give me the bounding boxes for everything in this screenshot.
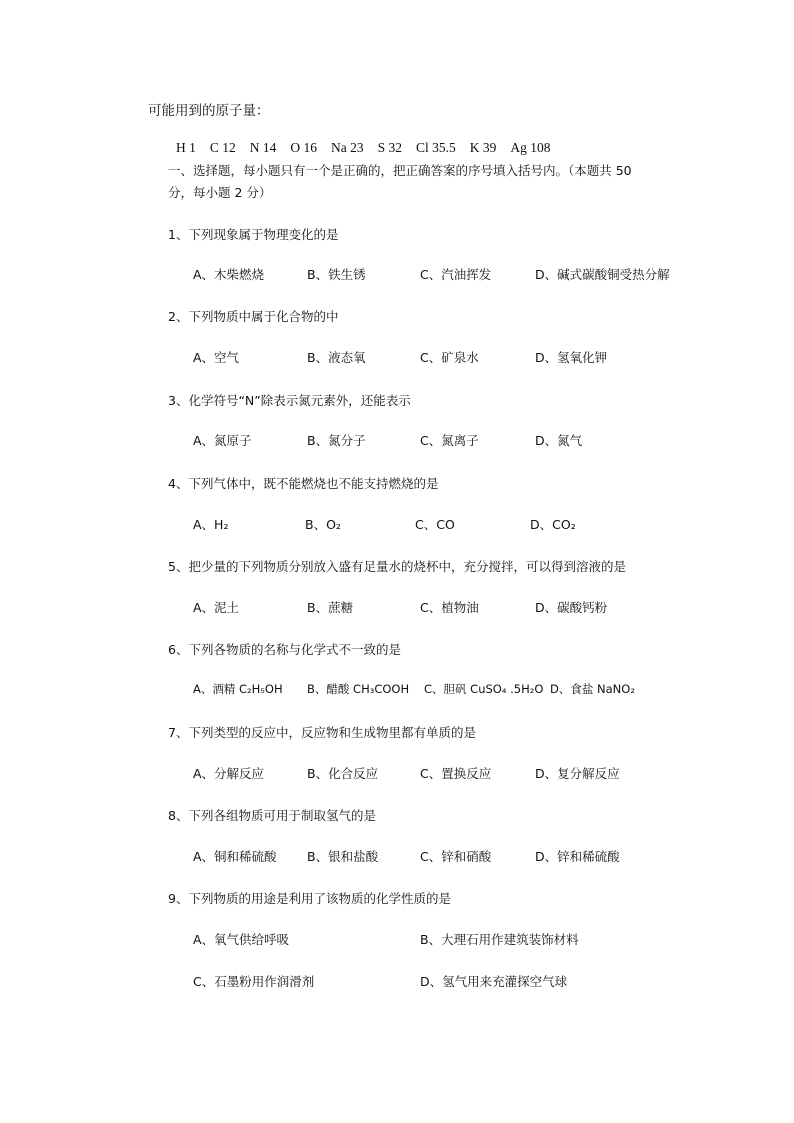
option-c[interactable]: C、植物油	[420, 600, 479, 615]
option-a[interactable]: A、铜和稀硫酸	[193, 849, 277, 864]
atomic-mass-k: K 39	[469, 140, 497, 155]
option-c[interactable]: C、石墨粉用作润滑剂	[193, 974, 315, 989]
option-a[interactable]: A、空气	[193, 350, 240, 365]
option-d[interactable]: D、碱式碳酸铜受热分解	[535, 267, 670, 282]
option-c[interactable]: C、汽油挥发	[420, 267, 492, 282]
option-c[interactable]: C、矿泉水	[420, 350, 479, 365]
option-c[interactable]: C、氮离子	[420, 433, 479, 448]
option-d[interactable]: D、复分解反应	[535, 766, 620, 781]
atomic-mass-n: N 14	[249, 140, 277, 155]
option-b[interactable]: B、铁生锈	[307, 267, 366, 282]
question-2-stem: 2、下列物质中属于化合物的中	[168, 309, 339, 324]
option-a[interactable]: A、分解反应	[193, 766, 265, 781]
option-d[interactable]: D、CO₂	[530, 517, 576, 532]
option-b[interactable]: B、氮分子	[307, 433, 366, 448]
atomic-mass-list	[176, 140, 565, 156]
question-8-stem: 8、下列各组物质可用于制取氢气的是	[168, 808, 376, 823]
question-6-stem: 6、下列各物质的名称与化学式不一致的是	[168, 642, 401, 657]
option-a[interactable]: A、泥土	[193, 600, 240, 615]
option-c[interactable]: C、置换反应	[420, 766, 492, 781]
atomic-mass-h: H 1	[176, 140, 196, 155]
option-d[interactable]: D、氮气	[535, 433, 583, 448]
option-b[interactable]: B、蔗糖	[307, 600, 354, 615]
option-b[interactable]: B、大理石用作建筑装饰材料	[420, 932, 579, 947]
atomic-mass-heading: 可能用到的原子量：	[148, 103, 270, 119]
option-a[interactable]: A、木柴燃烧	[193, 267, 265, 282]
option-d[interactable]: D、氢气用来充灌探空气球	[420, 974, 568, 989]
atomic-mass-o: O 16	[290, 140, 318, 155]
option-c[interactable]: C、CO	[415, 517, 455, 532]
question-7-stem: 7、下列类型的反应中，反应物和生成物里都有单质的是	[168, 725, 476, 740]
question-9-stem: 9、下列物质的用途是利用了该物质的化学性质的是	[168, 891, 451, 906]
question-3-stem: 3、化学符号“N”除表示氮元素外，还能表示	[168, 393, 411, 408]
option-a[interactable]: A、氮原子	[193, 433, 252, 448]
atomic-mass-cl: Cl 35.5	[416, 140, 456, 155]
option-b[interactable]: B、银和盐酸	[307, 849, 379, 864]
section-instructions	[168, 160, 632, 204]
question-1-stem: 1、下列现象属于物理变化的是	[168, 227, 339, 242]
atomic-mass-s: S 32	[377, 140, 403, 155]
section-line-1: 一、选择题，每小题只有一个是正确的，把正确答案的序号填入括号内。（本题共 50	[168, 163, 632, 178]
atomic-mass-c: C 12	[209, 140, 236, 155]
option-b[interactable]: B、醋酸 CH₃COOH	[307, 682, 410, 696]
question-5-stem: 5、把少量的下列物质分别放入盛有足量水的烧杯中，充分搅拌，可以得到溶液的是	[168, 559, 626, 574]
atomic-mass-ag: Ag 108	[510, 140, 551, 155]
option-a[interactable]: A、H₂	[193, 517, 229, 532]
section-line-2: 分，每小题 2 分）	[168, 185, 272, 200]
option-c[interactable]: C、锌和硝酸	[420, 849, 492, 864]
option-d[interactable]: D、氢氧化钾	[535, 350, 608, 365]
option-a[interactable]: A、氧气供给呼吸	[193, 932, 290, 947]
option-d[interactable]: D、碳酸钙粉	[535, 600, 608, 615]
option-c[interactable]: C、胆矾 CuSO₄ .5H₂O	[424, 682, 544, 696]
option-b[interactable]: B、O₂	[305, 517, 341, 532]
option-b[interactable]: B、液态氧	[307, 350, 366, 365]
option-d[interactable]: D、食盐 NaNO₂	[550, 682, 635, 696]
option-b[interactable]: B、化合反应	[307, 766, 379, 781]
question-4-stem: 4、下列气体中，既不能燃烧也不能支持燃烧的是	[168, 476, 439, 491]
option-d[interactable]: D、锌和稀硫酸	[535, 849, 620, 864]
option-a[interactable]: A、酒精 C₂H₅OH	[193, 682, 283, 696]
atomic-mass-na: Na 23	[331, 140, 364, 155]
